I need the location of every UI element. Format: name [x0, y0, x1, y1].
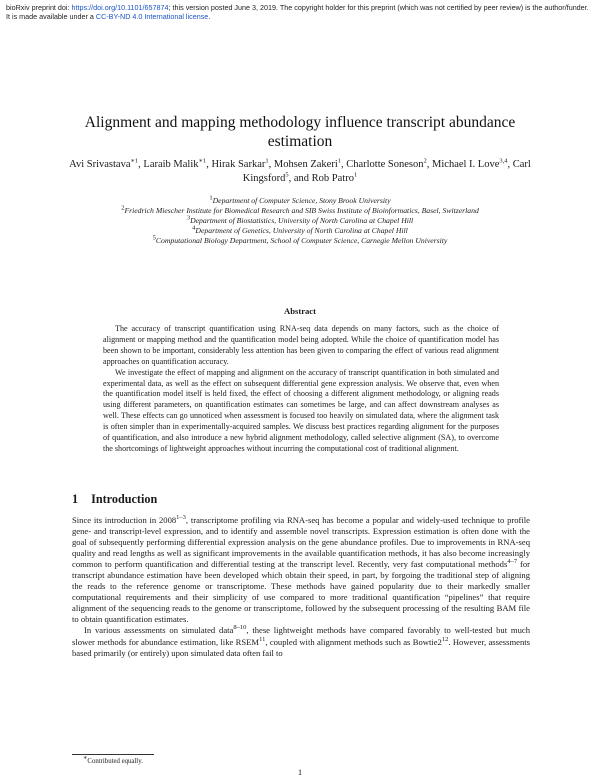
section-number: 1: [72, 492, 79, 506]
affiliation-line: $^1$Department of Computer Science, Stony Brook University: [209, 194, 391, 205]
affiliation-line: $^3$Department of Biostatistics, University of North Carolina at Chapel Hill: [186, 214, 414, 226]
citation-ref[interactable]: 12: [441, 635, 449, 643]
author-list: Avi Srivastava$^{∗1}$, Laraib Malik$^{∗1}$, Hirak Sarkar$^1$, Mohsen Zakeri$^1$, Charlotte Soneson$^2$, Michael I. Love$^{3,4}$, Carl Kingsford$^5$, and Rob Patro$^1$: [69, 157, 531, 184]
section-heading: [72, 492, 157, 507]
introduction-text: [72, 515, 530, 659]
author-affiliation-mark: ∗1: [198, 157, 207, 165]
author-name: Charlotte Soneson: [346, 159, 424, 170]
author-affiliation-mark: 2: [423, 157, 427, 165]
author-affiliation-mark: 3,4: [499, 157, 508, 165]
affiliations: [30, 196, 570, 246]
preprint-notice: bioRxiv preprint doi: https://doi.org/10.1101/657874; this version posted June 3, 2019. The copyright holder for this preprint (which was not certified by peer review) is the author/funder. It is made available under a CC-BY-ND 4.0 International license.: [6, 3, 589, 22]
author-affiliation-mark: 1: [353, 171, 358, 179]
author-affiliation-mark: 1: [265, 157, 269, 165]
author-name: Rob Patro: [311, 173, 354, 184]
body-paragraph: In various assessments on simulated data$^{8-10}$, these lightweight methods have compared favorably to well-tested but much slower methods for abundance estimation, like RSEM$^{11}$, coupled with alignment methods such as $Bowtie2^{12}$. However, assessments based primarily (or entirely) upon simulated data often fail to: [72, 624, 530, 658]
page-number: 1: [297, 767, 303, 777]
doi-link[interactable]: https://doi.org/10.1101/657874: [71, 3, 169, 12]
citation-ref[interactable]: 11: [259, 635, 266, 643]
citation-ref[interactable]: 1–3: [176, 514, 186, 522]
author-name: Michael I. Love: [432, 159, 500, 170]
author-name: Carl Kingsford: [242, 159, 531, 184]
abstract-body: [103, 324, 499, 455]
author-name: Hirak Sarkar: [211, 159, 266, 170]
affiliation-line: $^2$Friedrich Miescher Institute for Biomedical Research and SIB Swiss Institute of Bioinformatics, Basel, Switzerland: [121, 204, 479, 216]
author-name: Mohsen Zakeri: [273, 159, 338, 170]
affiliation-line: $^4$Department of Genetics, University of North Carolina at Chapel Hill: [192, 224, 408, 236]
license-link[interactable]: CC-BY-ND 4.0 International license: [95, 12, 209, 22]
abstract-paragraph: The accuracy of transcript quantification using RNA-seq data depends on many factors, such as the choice of alignment or mapping method and the quantification model being adopted. While the choice of quantification model has been shown to be important, considerably less attention has been given to comparing the effect of various read alignment approaches on quantification accuracy.: [103, 324, 499, 366]
author-affiliation-mark: 5: [285, 171, 289, 179]
author-affiliation-mark: 1: [337, 157, 341, 165]
affiliation-line: $^5$Computational Biology Department, School of Computer Science, Carnegie Mellon University: [152, 234, 448, 246]
author-affiliation-mark: ∗1: [130, 157, 139, 165]
paper-title: Alignment and mapping methodology influence transcript abundance estimation: [84, 114, 516, 150]
footnote: ∗Contributed equally.: [83, 754, 143, 765]
section-title: Introduction: [91, 492, 158, 506]
author-name: Laraib Malik: [143, 159, 199, 170]
author-name: Avi Srivastava: [69, 159, 131, 170]
abstract-paragraph: We investigate the effect of mapping and alignment on the accuracy of transcript quantification in both simulated and experimental data, as well as the effect on subsequent differential gene expression analysis. We observe that, even when the quantification model itself is held fixed, the effect of choosing a different alignment methodology, or aligning reads using different parameters, on quantification estimates can sometimes be large, and can affect downstream analyses as well. These effects can go unnoticed when assessment is focused too heavily on simulated data, where the alignment task is often simpler than in experimentally-acquired samples. We discuss best practices regarding alignment for the purposes of quantification, and also introduce a new hybrid alignment methodology, called selective alignment (SA), to overcome the shortcomings of lightweight approaches without incurring the computational cost of traditional alignment.: [103, 367, 499, 453]
abstract-heading: Abstract: [284, 306, 316, 316]
body-paragraph: Since its introduction in 2008$^{1-3}$, transcriptome profiling via RNA-seq has become a popular and widely-used technique to profile gene- and transcript-level expression, and to identify and assemble novel transcripts. Expression estimation is often done with the goal of subsequently performing differential expression analysis on the gene abundance profiles. Due to improvements in RNA-seq quality and read lengths as well as significant improvements in the available quantification methods, it has also become increasingly common to perform quantification and differential testing at the transcript level. Recently, very fast computational methods$^{4-7}$ for transcript abundance estimation have been developed which obtain their speed, in part, by forgoing the traditional step of aligning the reads to the reference genome or transcriptome. These methods have gained popularity due to their markedly smaller computational requirements and their simplicity of use compared to more traditional quantification “pipelines” that require alignment of the sequencing reads to the genome or transcriptome, followed by the subsequent processing of the resulting BAM file to obtain quantification estimates.: [72, 514, 530, 625]
citation-ref[interactable]: 4–7: [507, 558, 518, 566]
citation-ref[interactable]: 8–10: [233, 624, 247, 632]
